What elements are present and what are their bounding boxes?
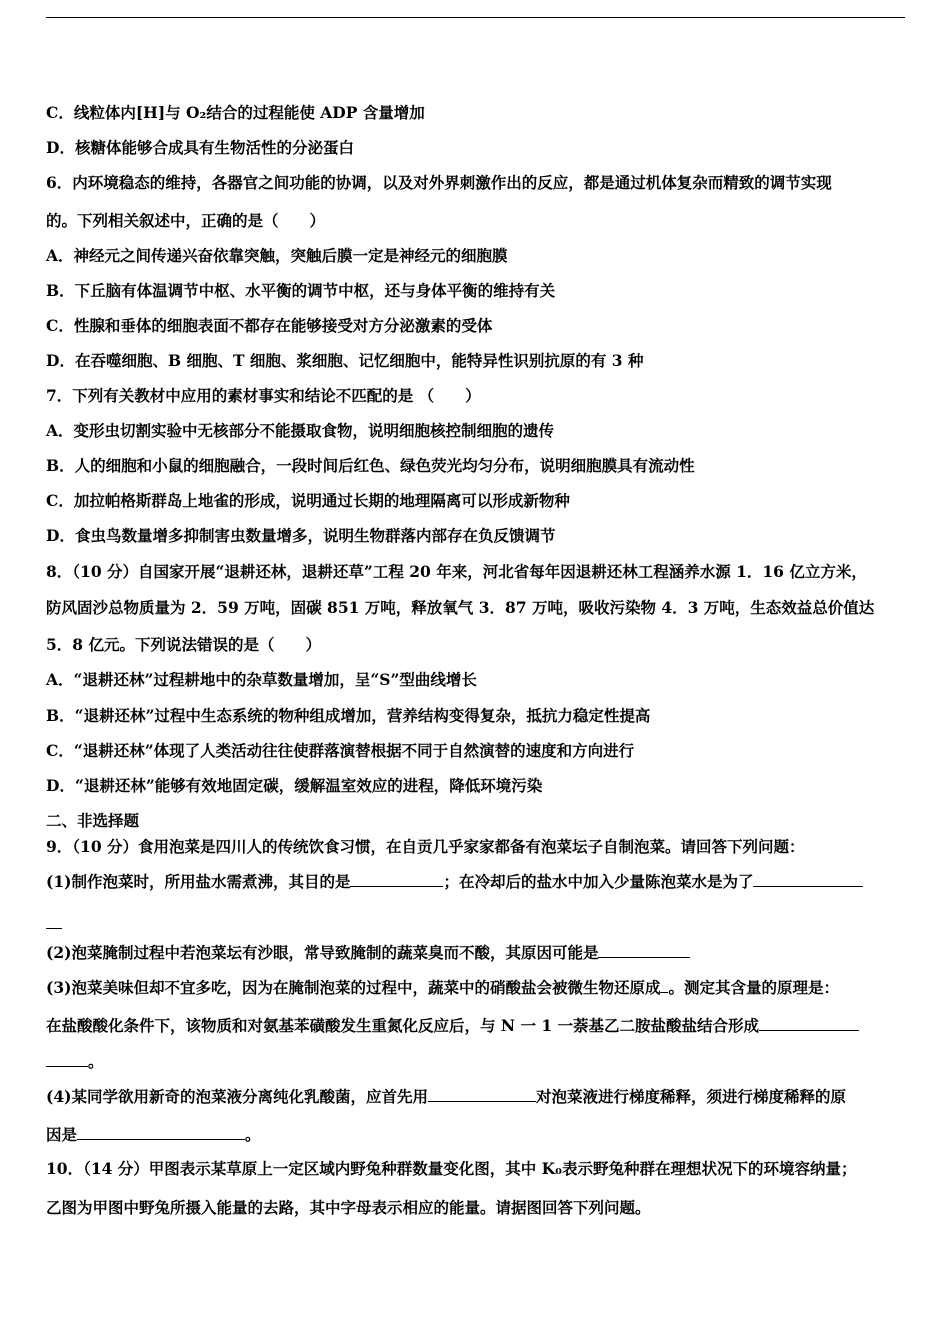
text-line [46,978,912,998]
line-text: D．食虫鸟数量增多抑制害虫数量增多，说明生物群落内部存在负反馈调节 [46,526,556,545]
line-text: A．神经元之间传递兴奋依靠突触，突触后膜一定是神经元的细胞膜 [46,246,508,265]
text-line [46,670,912,690]
text-line [46,211,912,231]
line-text: (1)制作泡菜时，所用盐水需煮沸，其目的是 [46,872,351,891]
answer-blank[interactable] [350,872,443,887]
text-line [46,1016,912,1036]
line-text: 防风固沙总物质量为 2．59 万吨，固碳 851 万吨，释放氧气 3．87 万吨，吸收污染物 4．3 万吨，生态效益总价值达 [46,598,875,617]
line-text-continued: 。 [245,1125,261,1144]
text-line [46,1052,912,1072]
line-text: A．变形虫切割实验中无核部分不能摄取食物，说明细胞核控制细胞的遗传 [46,421,555,440]
text-line [46,1159,912,1179]
line-text-continued: 。 [88,1052,104,1071]
text-line [46,246,912,266]
line-text: C．加拉帕格斯群岛上地雀的形成，说明通过长期的地理隔离可以形成新物种 [46,491,570,510]
text-line [46,456,912,476]
line-text: C．线粒体内[H]与 O₂结合的过程能使 ADP 含量增加 [46,103,425,122]
text-line [46,1087,912,1107]
answer-blank[interactable] [753,872,863,887]
line-text-continued: 。测定其含量的原理是： [668,978,839,997]
text-line [46,706,912,726]
answer-blank[interactable] [428,1087,536,1102]
text-line [46,351,912,371]
line-text: B．下丘脑有体温调节中枢、水平衡的调节中枢，还与身体平衡的维持有关 [46,281,556,300]
line-text-continued: ；在冷却后的盐水中加入少量陈泡菜水是为了 [443,872,754,891]
line-text: A．“退耕还林”过程耕地中的杂草数量增加，呈“S”型曲线增长 [46,670,477,689]
line-text: 10．（14 分）甲图表示某草原上一定区域内野兔种群数量变化图，其中 K₀表示野兔种群在理想状况下的环境容纳量； [46,1159,857,1178]
text-line [46,1198,912,1218]
text-line [46,526,912,546]
line-text: D．核糖体能够合成具有生物活性的分泌蛋白 [46,138,354,157]
answer-blank[interactable] [46,1052,88,1067]
answer-blank[interactable] [77,1125,245,1140]
text-line [46,811,912,831]
line-text-continued: 对泡菜液进行梯度稀释，须进行梯度稀释的原 [535,1087,846,1106]
text-line [46,173,912,193]
text-line [46,316,912,336]
text-line [46,914,912,934]
line-text: C．“退耕还林”体现了人类活动往往使群落演替根据不同于自然演替的速度和方向进行 [46,741,635,760]
text-line [46,138,912,158]
text-line [46,837,912,857]
line-text: 5．8 亿元。下列说法错误的是（ ） [46,635,321,654]
line-text: 二、非选择题 [46,811,140,830]
line-text: 因是 [46,1125,78,1144]
text-line [46,491,912,511]
line-text: (2)泡菜腌制过程中若泡菜坛有沙眼，常导致腌制的蔬菜臭而不酸，其原因可能是 [46,943,599,962]
answer-blank[interactable] [46,914,62,929]
line-text: C．性腺和垂体的细胞表面不都存在能够接受对方分泌激素的受体 [46,316,493,335]
line-text: 8．（10 分）自国家开展“退耕还林，退耕还草”工程 20 年来，河北省每年因退耕还林工程涵养水源 1．16 亿立方米， [46,562,867,581]
line-text: 的。下列相关叙述中，正确的是（ ） [46,211,326,230]
line-text: B．“退耕还林”过程中生态系统的物种组成增加，营养结构变得复杂，抵抗力稳定性提高 [46,706,651,725]
line-text: B．人的细胞和小鼠的细胞融合，一段时间后红色、绿色荧光均匀分布，说明细胞膜具有流动性 [46,456,695,475]
line-text: D．“退耕还林”能够有效地固定碳，缓解温室效应的进程，降低环境污染 [46,776,543,795]
text-line [46,103,912,123]
line-text: 7．下列有关教材中应用的素材事实和结论不匹配的是 （ ） [46,386,481,405]
line-text: 9．（10 分）食用泡菜是四川人的传统饮食习惯，在自贡几乎家家都备有泡菜坛子自制泡菜。请回答下列问题： [46,837,805,856]
answer-blank[interactable] [598,943,690,958]
text-line [46,598,912,618]
line-text: D．在吞噬细胞、B 细胞、T 细胞、浆细胞、记忆细胞中，能特异性识别抗原的有 3 种 [46,351,644,370]
text-line [46,776,912,796]
text-line [46,562,912,582]
line-text: (3)泡菜美味但却不宜多吃，因为在腌制泡菜的过程中，蔬菜中的硝酸盐会被微生物还原成 [46,978,661,997]
line-text: 乙图为甲图中野兔所摄入能量的去路，其中字母表示相应的能量。请据图回答下列问题。 [46,1198,651,1217]
text-line [46,943,912,963]
text-line [46,421,912,441]
text-line [46,635,912,655]
answer-blank[interactable] [759,1016,859,1031]
line-text: 在盐酸酸化条件下，该物质和对氨基苯磺酸发生重氮化反应后，与 N 一 1 一萘基乙二胺盐酸盐结合形成 [46,1016,760,1035]
text-line [46,872,912,892]
text-line [46,741,912,761]
line-text: (4)某同学欲用新奇的泡菜液分离纯化乳酸菌，应首先用 [46,1087,428,1106]
line-text: 6．内环境稳态的维持，各器官之间功能的协调，以及对外界刺激作出的反应，都是通过机体复杂而精致的调节实现 [46,173,832,192]
text-line [46,386,912,406]
text-line [46,1125,912,1145]
text-line [46,281,912,301]
header-rule [46,17,905,18]
